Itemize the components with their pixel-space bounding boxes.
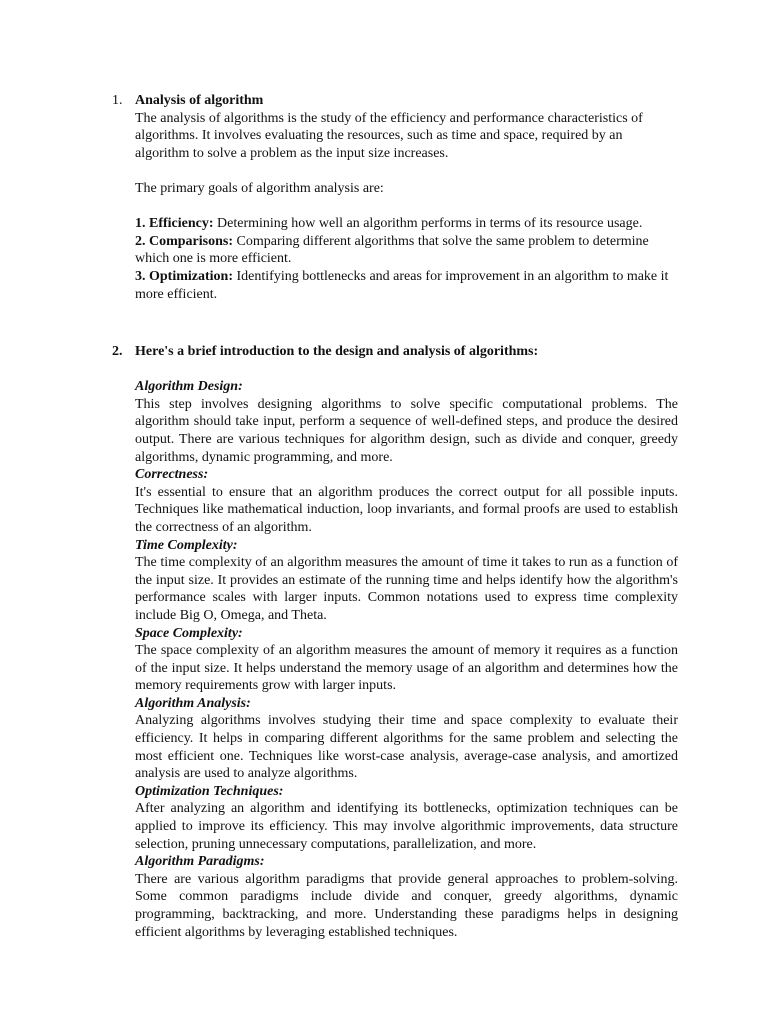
- goal-label: 3. Optimization:: [135, 268, 233, 284]
- section-title: Analysis of algorithm: [135, 93, 264, 108]
- section-body: [135, 92, 678, 303]
- topic-title: Correctness:: [135, 467, 209, 483]
- goal-item: [135, 268, 678, 303]
- topic-text: There are various algorithm paradigms that provide general approaches to problem-solving. Some common paradigms include divide and conquer, greedy algorithms, dynamic programming, backtracking, and more. Understanding these paradigms helps in designing efficient algorithms by leveraging established techniques.: [135, 871, 678, 940]
- section-number: 1.: [112, 93, 123, 108]
- topic-title: Algorithm Analysis:: [135, 695, 251, 711]
- topic-text: Analyzing algorithms involves studying their time and space complexity to evaluate their efficiency. It helps in comparing different algorithms for the same problem and selecting the most efficient one. Techniques like worst-case analysis, average-case analysis, and amortized analysis are used to analyze algorithms.: [135, 713, 678, 782]
- goal-text: Determining how well an algorithm performs in terms of its resource usage.: [213, 216, 643, 232]
- spacer: [135, 361, 678, 379]
- section-intro: The analysis of algorithms is the study of the efficiency and performance characteristics of algorithms. It involves evaluating the resources, such as time and space, required by an algorithm to solve a problem as the input size increases.: [135, 110, 643, 161]
- topic-text: This step involves designing algorithms to solve specific computational problems. The algorithm should take input, perform a sequence of well-defined steps, and produce the desired output. There are various techniques for algorithm design, such as divide and conquer, greedy algorithms, dynamic programming, and more.: [135, 396, 678, 465]
- section-number: 2.: [112, 344, 123, 359]
- section-title: Here's a brief introduction to the design and analysis of algorithms:: [135, 344, 539, 359]
- section-body: [135, 343, 678, 941]
- goal-text: Comparing different algorithms that solve the same problem to determine which one is more efficient.: [135, 233, 649, 267]
- goal-item: [135, 215, 678, 233]
- topic-text: The time complexity of an algorithm measures the amount of time it takes to run as a function of the input size. It provides an estimate of the running time and helps identify how the algorithm's performance scales with larger inputs. Common notations used to express time complexity include Big O, Omega, and Theta.: [135, 555, 678, 623]
- goal-label: 1. Efficiency:: [135, 216, 214, 232]
- spacer: [135, 162, 678, 180]
- topic-title: Algorithm Design:: [135, 379, 243, 395]
- topic-title: Space Complexity:: [135, 625, 243, 641]
- topic-text: The space complexity of an algorithm measures the amount of memory it requires as a function of the input size. It helps understand the memory usage of an algorithm and determines how the memory requirements grow with larger inputs.: [135, 643, 678, 694]
- topic-title: Optimization Techniques:: [135, 783, 284, 799]
- topic-text: After analyzing an algorithm and identifying its bottlenecks, optimization techniques can be applied to improve its efficiency. This may involve algorithmic improvements, data structure selection, pruning unnecessary computations, parallelization, and more.: [135, 801, 678, 852]
- goal-label: 2. Comparisons:: [135, 233, 234, 249]
- goals-lead: The primary goals of algorithm analysis are:: [135, 180, 384, 196]
- topic-text: It's essential to ensure that an algorithm produces the correct output for all possible inputs. Techniques like mathematical induction, loop invariants, and formal proofs are used to establish the correctness of an algorithm.: [135, 484, 678, 535]
- goal-text: Identifying bottlenecks and areas for improvement in an algorithm to make it more efficient.: [135, 268, 669, 302]
- topic-title: Time Complexity:: [135, 537, 238, 553]
- goal-item: [135, 233, 678, 268]
- topic-title: Algorithm Paradigms:: [135, 854, 265, 870]
- spacer: [135, 198, 678, 216]
